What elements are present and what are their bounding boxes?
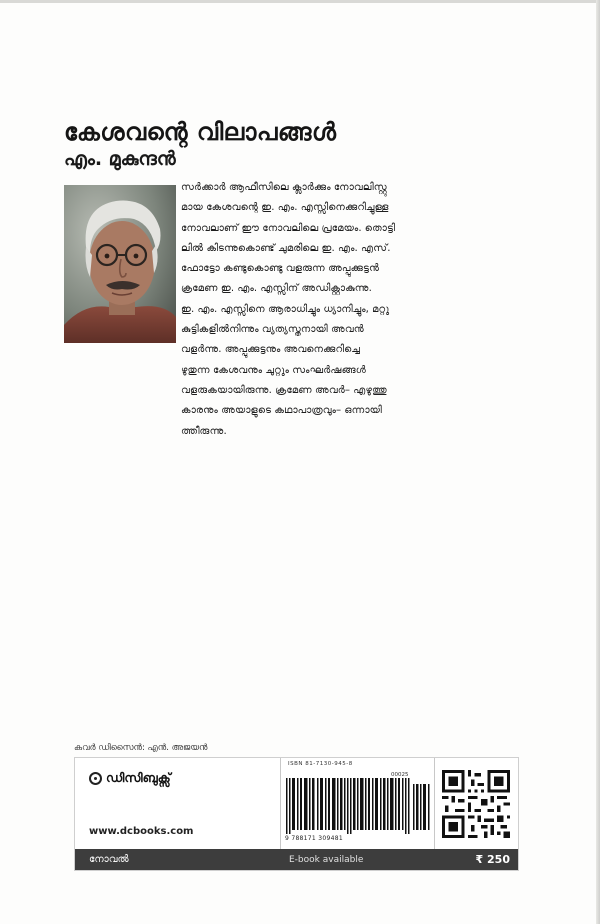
cover-top-edge — [0, 0, 600, 3]
price-label: ₹ 250 — [475, 853, 510, 866]
barcode-addon: 00025 — [391, 772, 409, 778]
cover-right-edge — [596, 0, 600, 924]
genre-label: നോവൽ — [89, 854, 129, 865]
publisher-name: ഡിസിബുക്സ് — [106, 770, 171, 785]
barcode-number: 9 788171 309481 — [285, 835, 343, 842]
panel-divider — [280, 758, 281, 851]
publisher-logo — [89, 770, 171, 786]
blurb-line: ഫോട്ടോ കണ്ടുകൊണ്ടു വളരുന്ന അപ്പുക്കുട്ടൻ — [181, 263, 380, 275]
barcode-panel — [74, 757, 519, 871]
blurb-line: നോവലാണ് ഈ നോവലിലെ പ്രമേയം. തൊട്ടി — [181, 222, 396, 234]
author-portrait-image — [64, 185, 176, 343]
panel-divider — [434, 758, 435, 851]
blurb-line: ലിൽ കിടന്നുകൊണ്ട് ചുമരിലെ ഇ. എം. എസ്. — [181, 242, 391, 254]
qr-code[interactable] — [442, 770, 510, 838]
blurb-line: കുട്ടികളിൽനിന്നും വ്യത്യസ്തനായി അവൻ — [181, 324, 364, 336]
footer-bar — [75, 849, 518, 870]
ebook-label: E-book available — [289, 854, 364, 865]
blurb-line: ത്തീരുന്നു. — [181, 425, 227, 437]
book-author: എം. മുകുന്ദൻ — [64, 148, 176, 170]
blurb-line: ക്രമേണ ഇ. എം. എസ്സിന് അഡിക്റ്റാകുന്നു. — [181, 283, 372, 295]
isbn-label: ISBN 81-7130-945-8 — [288, 761, 353, 767]
dc-circle-logo-icon — [89, 772, 102, 785]
cover-design-credit: കവർ ഡിസൈൻ: എൻ. അജയൻ — [74, 743, 208, 753]
publisher-website[interactable]: www.dcbooks.com — [89, 826, 194, 837]
blurb-line: കാരനും അയാളുടെ കഥാപാത്രവും– ഒന്നായി — [181, 405, 382, 417]
blurb-line: ഇ. എം. എസ്സിനെ ആരാധിച്ചും ധ്യാനിച്ചും, മറ്റു — [181, 303, 390, 315]
book-title: കേശവന്റെ വിലാപങ്ങൾ — [64, 118, 337, 146]
isbn-barcode — [286, 778, 432, 834]
book-blurb — [181, 178, 503, 442]
blurb-line: മായ കേശവന്റെ ഇ. എം. എസ്സിനെക്കുറിച്ചുള്ള — [181, 202, 389, 214]
blurb-line: വളരുകയായിരുന്നു. ക്രമേണ അവർ– എഴുത്തു — [181, 384, 387, 396]
blurb-line: ഴുതുന്ന കേശവനും ചുറ്റും സംഘർഷങ്ങൾ — [181, 364, 367, 376]
blurb-line: സർക്കാർ ആഫീസിലെ ക്ലാർക്കും നോവലിസ്റ്റു — [181, 182, 387, 193]
author-portrait — [64, 185, 176, 343]
blurb-line: വളർന്നു. അപ്പുക്കുട്ടനും അവനെക്കുറിച്ചെ — [181, 344, 361, 356]
